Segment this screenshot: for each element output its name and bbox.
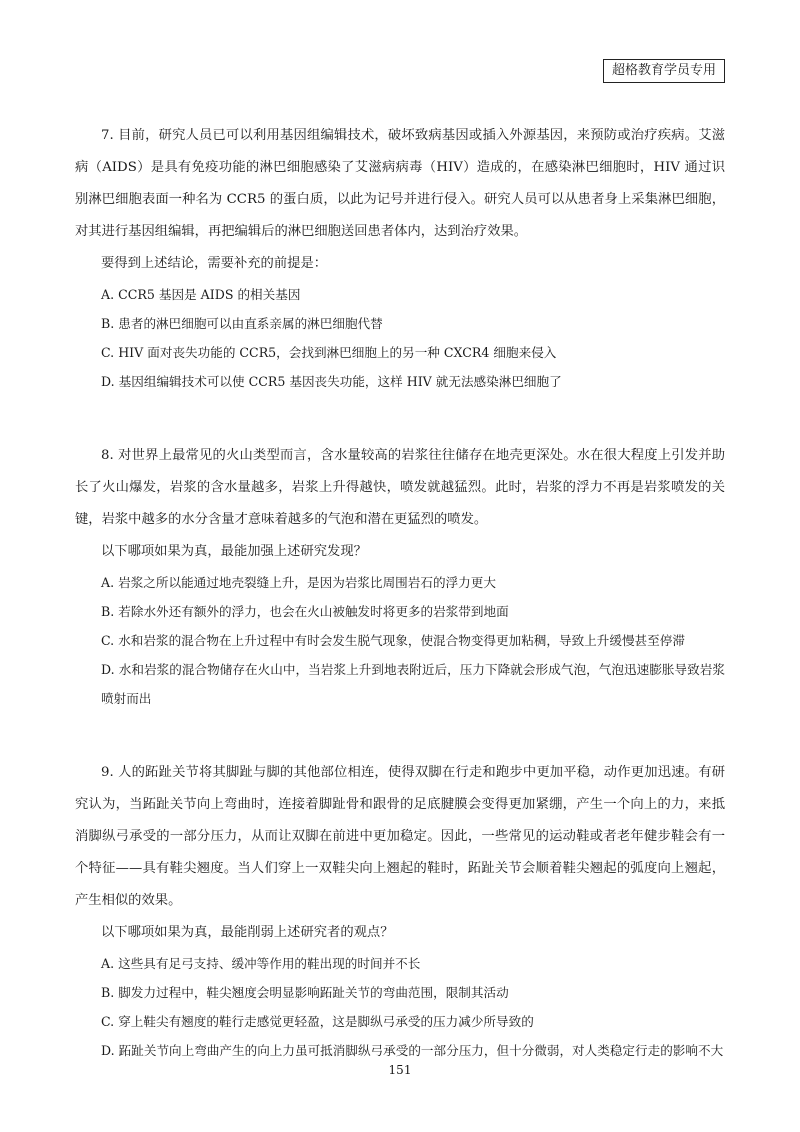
option-list (75, 949, 725, 1065)
option-a (75, 568, 725, 597)
option-text: 脚发力过程中，鞋尖翘度会明显影响跖趾关节的弯曲范围，限制其活动 (118, 985, 509, 1000)
option-text: 穿上鞋尖有翘度的鞋行走感觉更轻盈，这是脚纵弓承受的压力减少所导致的 (118, 1014, 534, 1029)
option-text: CCR5 基因是 AIDS 的相关基因 (118, 287, 301, 302)
option-b (75, 309, 725, 338)
option-text: 水和岩浆的混合物在上升过程中有时会发生脱气现象，使混合物变得更加粘稠，导致上升缓慢甚至停滞 (118, 633, 685, 648)
option-text: 若除水外还有额外的浮力，也会在火山被触发时将更多的岩浆带到地面 (118, 604, 509, 619)
option-letter: B. (101, 316, 115, 331)
option-letter: C. (101, 633, 115, 648)
question-9 (75, 757, 725, 1065)
option-text: 基因组编辑技术可以使 CCR5 基因丧失功能，这样 HIV 就无法感染淋巴细胞了 (118, 374, 562, 389)
option-text: 这些具有足弓支持、缓冲等作用的鞋出现的时间并不长 (118, 956, 421, 971)
option-letter: B. (101, 604, 115, 619)
option-list (75, 568, 725, 713)
option-c (75, 1007, 725, 1036)
option-d (75, 1036, 725, 1065)
option-text: 患者的淋巴细胞可以由直系亲属的淋巴细胞代替 (118, 316, 383, 331)
option-list (75, 280, 725, 396)
option-text: 岩浆之所以能通过地壳裂缝上升，是因为岩浆比周围岩石的浮力更大 (118, 575, 496, 590)
option-letter: D. (101, 374, 115, 389)
page-number: 151 (388, 1063, 412, 1077)
question-stem: 9. 人的跖趾关节将其脚趾与脚的其他部位相连，使得双脚在行走和跑步中更加平稳，动作更加迅速。有研究认为，当跖趾关节向上弯曲时，连接着脚趾骨和跟骨的足底腱膜会变得更加紧绷，产生一个向上的力，来抵消脚纵弓承受的一部分压力，从而让双脚在前进中更加稳定。因此，一些常见的运动鞋或者老年健步鞋会有一个特征——具有鞋尖翘度。当人们穿上一双鞋尖向上翘起的鞋时，跖趾关节会顺着鞋尖翘起的弧度向上翘起，产生相似的效果。 (75, 765, 725, 908)
option-c (75, 626, 725, 655)
question-prompt: 以下哪项如果为真，最能削弱上述研究者的观点？ (101, 925, 394, 940)
option-b (75, 597, 725, 626)
option-a (75, 280, 725, 309)
option-letter: B. (101, 985, 115, 1000)
option-c (75, 338, 725, 367)
option-letter: A. (101, 575, 115, 590)
option-text: 跖趾关节向上弯曲产生的向上力虽可抵消脚纵弓承受的一部分压力，但十分微弱，对人类稳定行走的影响不大 (118, 1043, 724, 1058)
option-a (75, 949, 725, 978)
option-b (75, 978, 725, 1007)
question-7 (75, 120, 725, 396)
option-letter: A. (101, 956, 115, 971)
question-list (75, 120, 725, 1109)
option-letter: D. (101, 662, 115, 677)
header-label: 超格教育学员专用 (603, 59, 725, 83)
option-letter: A. (101, 287, 115, 302)
option-letter: C. (101, 345, 115, 360)
question-stem: 8. 对世界上最常见的火山类型而言，含水量较高的岩浆往往储存在地壳更深处。水在很大程度上引发并助长了火山爆发，岩浆的含水量越多，岩浆上升得越快，喷发就越猛烈。此时，岩浆的浮力不再是岩浆喷发的关键，岩浆中越多的水分含量才意味着越多的气泡和潜在更猛烈的喷发。 (75, 448, 725, 527)
option-d (75, 655, 725, 713)
question-stem: 7. 目前，研究人员已可以利用基因组编辑技术，破坏致病基因或插入外源基因，来预防或治疗疾病。艾滋病（AIDS）是具有免疫功能的淋巴细胞感染了艾滋病病毒（HIV）造成的，在感染淋巴细胞时，HIV 通过识别淋巴细胞表面一种名为 CCR5 的蛋白质，以此为记号并进行侵入。研究人员可以从患者身上采集淋巴细胞，对其进行基因组编辑，再把编辑后的淋巴细胞送回患者体内，达到治疗效果。 (75, 128, 725, 239)
question-prompt: 要得到上述结论，需要补充的前提是： (101, 256, 328, 271)
option-letter: D. (101, 1043, 115, 1058)
option-text: 水和岩浆的混合物储存在火山中，当岩浆上升到地表附近后，压力下降就会形成气泡，气泡迅速膨胀导致岩浆喷射而出 (101, 662, 725, 706)
option-d (75, 367, 725, 396)
option-letter: C. (101, 1014, 115, 1029)
question-prompt: 以下哪项如果为真，最能加强上述研究发现？ (101, 544, 367, 559)
question-8 (75, 440, 725, 713)
option-text: HIV 面对丧失功能的 CCR5，会找到淋巴细胞上的另一种 CXCR4 细胞来侵入 (118, 345, 557, 360)
